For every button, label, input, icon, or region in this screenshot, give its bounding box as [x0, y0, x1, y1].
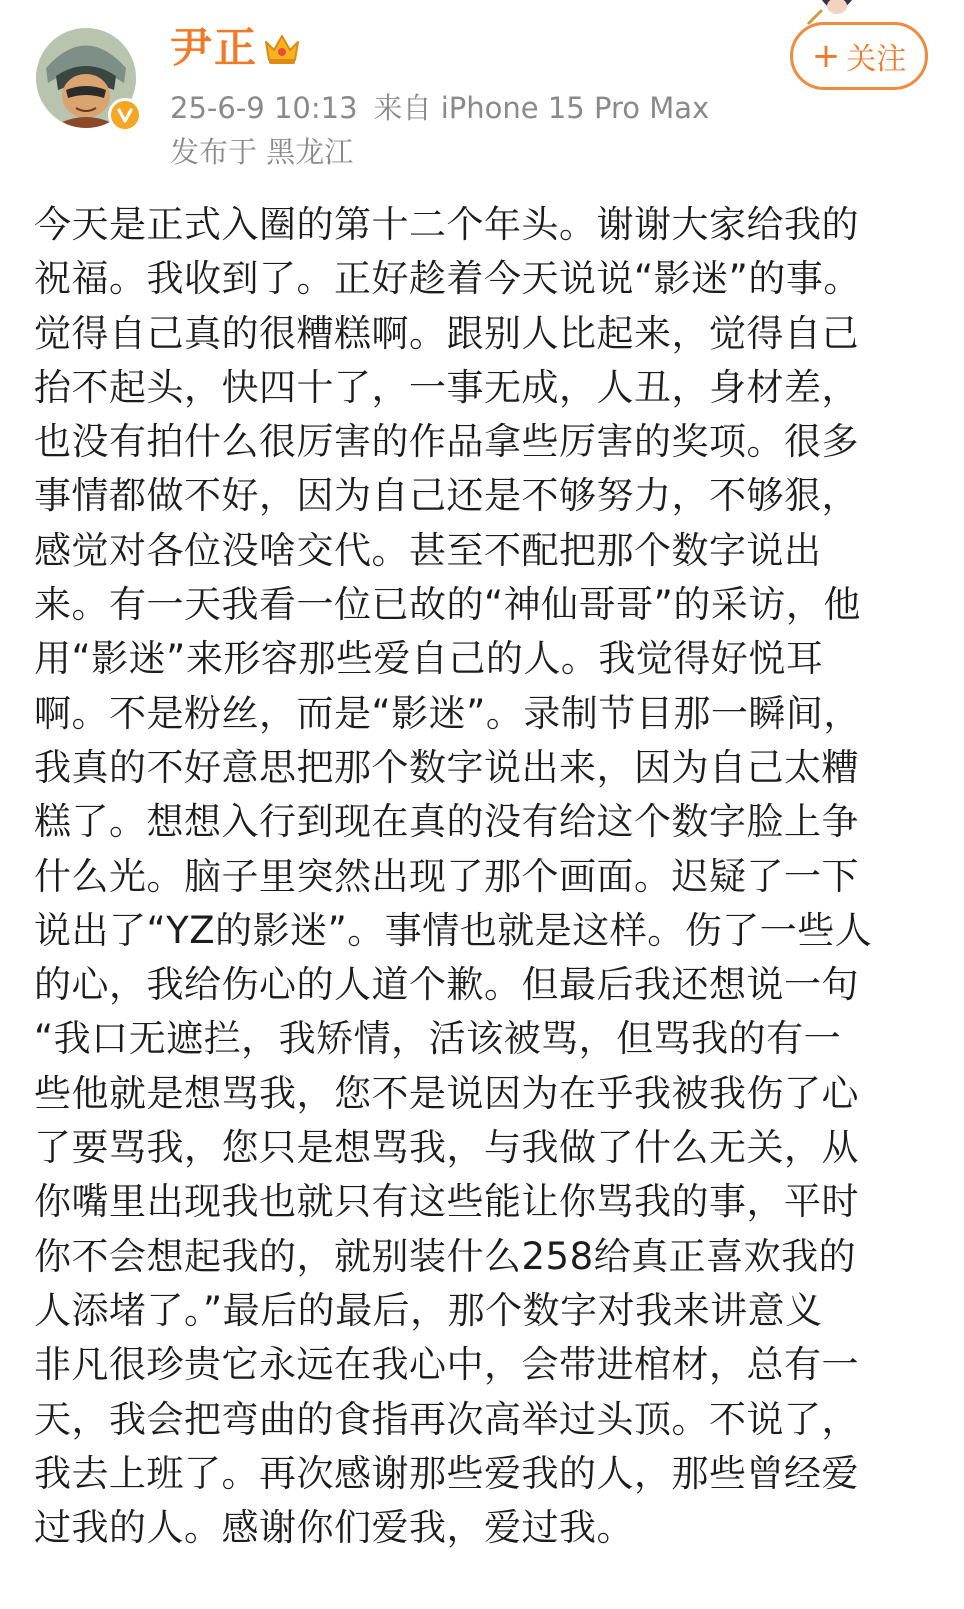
post-text: [34, 198, 930, 1555]
post-text-line: 糕了。想想入行到现在真的没有给这个数字脸上争: [34, 800, 859, 844]
post-text-line: 的心，我给伤心的人道个歉。但最后我还想说一句: [34, 963, 859, 1007]
post-text-line: 也没有拍什么很厉害的作品拿些厉害的奖项。很多: [34, 420, 859, 464]
post-text-line: 天，我会把弯曲的食指再次高举过头顶。不说了，: [34, 1397, 859, 1441]
post-text-line: 抬不起头，快四十了，一事无成，人丑，身材差，: [34, 365, 859, 409]
post-text-line: 说出了“YZ的影迷”。事情也就是这样。伤了一些人: [34, 908, 873, 952]
post-text-line: 你嘴里出现我也就只有这些能让你骂我的事，平时: [34, 1180, 859, 1224]
post-text-line: 你不会想起我的，就别装什么258给真正喜欢我的: [34, 1234, 857, 1278]
follow-label: 关注: [846, 42, 907, 77]
post-text-line: 来。有一天我看一位已故的“神仙哥哥”的采访，他: [34, 583, 861, 627]
post-text-line: 什么光。脑子里突然出现了那个画面。迟疑了一下: [34, 854, 859, 898]
post-location: 发布于 黑龙江: [170, 135, 354, 169]
post-text-line: 人添堵了。”最后的最后，那个数字对我来讲意义: [34, 1288, 823, 1332]
avatar[interactable]: [36, 28, 140, 132]
post-source: 来自 iPhone 15 Pro Max: [373, 91, 710, 125]
post-text-line: 今天是正式入圈的第十二个年头。谢谢大家给我的: [34, 203, 859, 246]
post-text-line: 我真的不好意思把那个数字说出来，因为自己太糟: [34, 745, 859, 789]
username[interactable]: 尹正: [170, 23, 259, 72]
post-timestamp: 25-6-9 10:13: [170, 91, 358, 125]
crown-vip-icon: [262, 30, 302, 66]
post-text-line: 了要骂我，您只是想骂我，与我做了什么无关，从: [34, 1126, 859, 1170]
follow-button[interactable]: [790, 22, 928, 90]
post-text-line: 感觉对各位没啥交代。甚至不配把那个数字说出: [34, 528, 822, 572]
post-text-line: 觉得自己真的很糟糕啊。跟别人比起来，觉得自己: [34, 311, 859, 355]
post-text-line: 用“影迷”来形容那些爱自己的人。我觉得好悦耳: [34, 637, 824, 681]
post-meta: [170, 90, 725, 126]
post-header: [0, 0, 964, 190]
post-text-line: “我口无遮拦，我矫情，活该被骂，但骂我的有一: [34, 1017, 842, 1061]
post-text-line: 我去上班了。再次感谢那些爱我的人，那些曾经爱: [34, 1451, 859, 1495]
post-text-line: 些他就是想骂我，您不是说因为在乎我被我伤了心: [34, 1071, 859, 1115]
post-text-line: 啊。不是粉丝，而是“影迷”。录制节目那一瞬间，: [34, 691, 861, 735]
post-text-line: 祝福。我收到了。正好趁着今天说说“影迷”的事。: [34, 257, 861, 301]
post-text-line: 过我的人。感谢你们爱我，爱过我。: [34, 1506, 634, 1550]
plus-icon: +: [811, 36, 841, 76]
post-text-line: 事情都做不好，因为自己还是不够努力，不够狠，: [34, 474, 859, 518]
post-text-line: 非凡很珍贵它永远在我心中，会带进棺材，总有一: [34, 1343, 859, 1387]
verified-badge-icon: [108, 98, 142, 132]
